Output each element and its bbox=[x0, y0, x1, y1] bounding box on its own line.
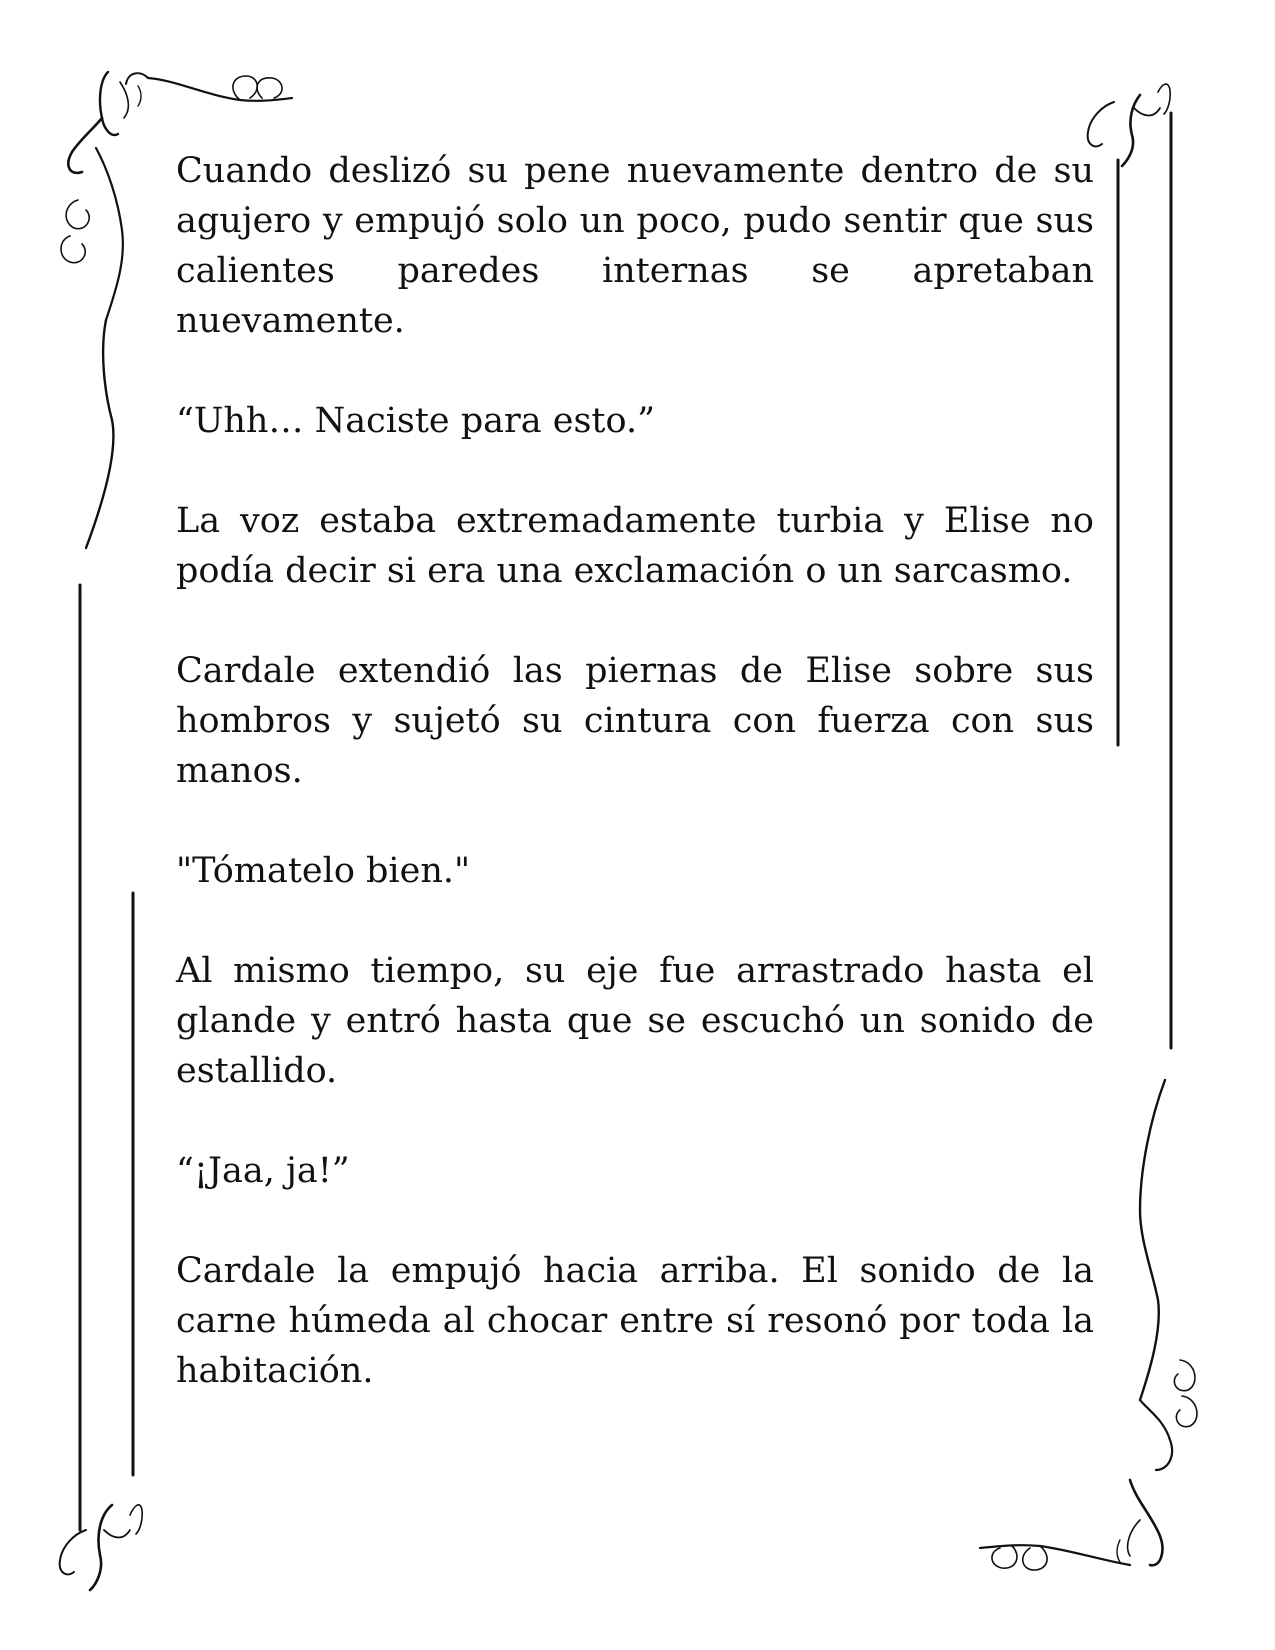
story-text bbox=[176, 146, 1094, 1446]
paragraph: Cardale la empujó hacia arriba. El sonido de la carne húmeda al chocar entre sí resonó por toda la habitación. bbox=[176, 1251, 1094, 1391]
paragraph: “¡Jaa, ja!” bbox=[176, 1151, 350, 1191]
paragraph: La voz estaba extremadamente turbia y Elise no podía decir si era una exclamación o un sarcasmo. bbox=[176, 501, 1094, 591]
top-right-flourish-icon bbox=[1088, 84, 1171, 166]
paragraph: Cuando deslizó su pene nuevamente dentro de su agujero y empujó solo un poco, pudo sentir que sus calientes paredes internas se apretaban nuevamente. bbox=[176, 151, 1094, 341]
bottom-left-flourish-icon bbox=[60, 1505, 143, 1590]
paragraph: "Tómatelo bien." bbox=[176, 851, 471, 891]
paragraph: “Uhh… Naciste para esto.” bbox=[176, 401, 655, 441]
paragraph: Al mismo tiempo, su eje fue arrastrado hasta el glande y entró hasta que se escuchó un sonido de estallido. bbox=[176, 951, 1094, 1091]
paragraph: Cardale extendió las piernas de Elise sobre sus hombros y sujetó su cintura con fuerza con sus manos. bbox=[176, 651, 1094, 791]
